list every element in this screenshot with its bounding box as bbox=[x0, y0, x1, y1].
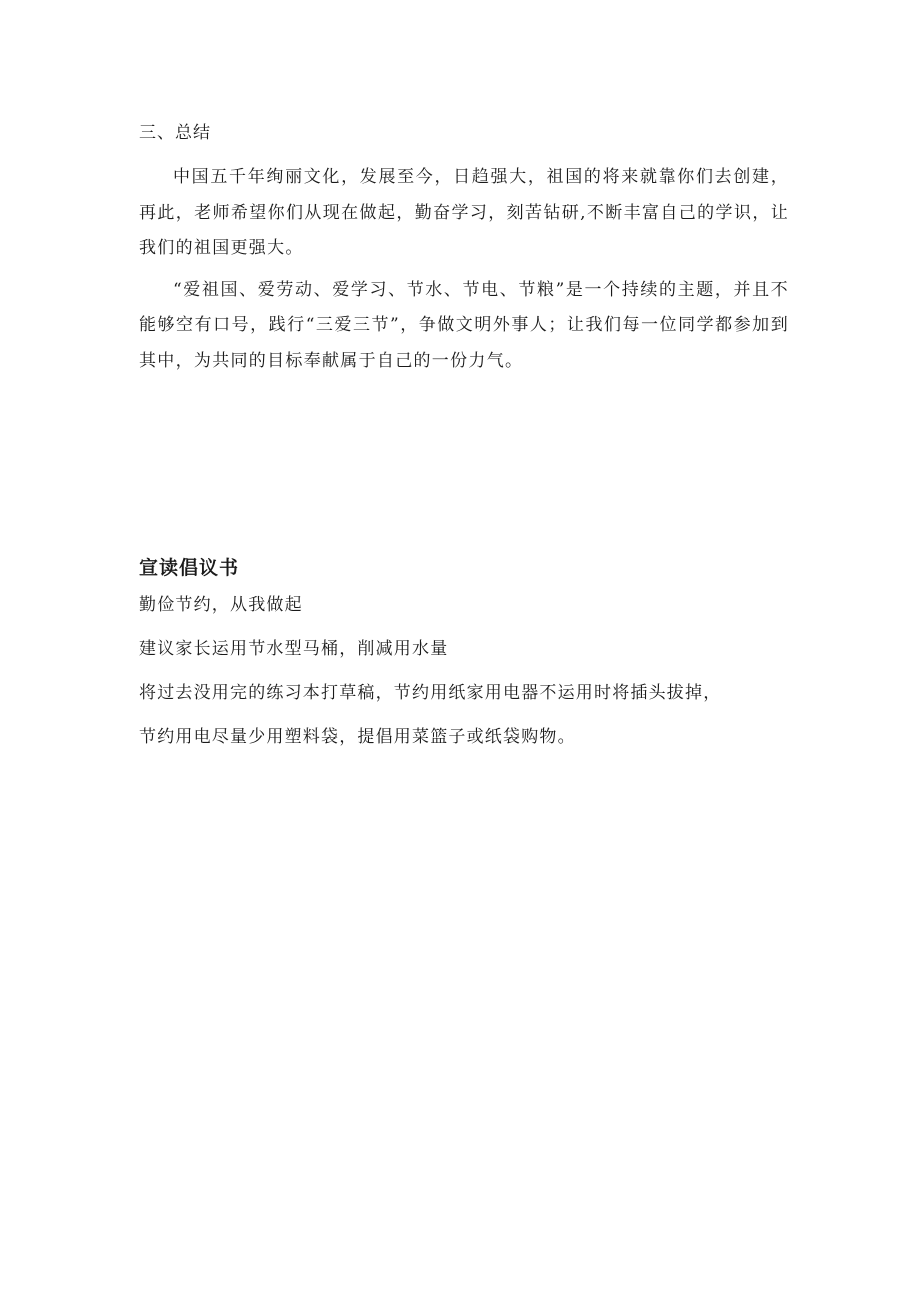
proposal-line-4: 节约用电尽量少用塑料袋，提倡用菜篮子或纸袋购物。 bbox=[139, 727, 576, 747]
proposal-section bbox=[139, 552, 789, 768]
proposal-line-3: 将过去没用完的练习本打草稿，节约用纸家用电器不运用时将插头拔掉， bbox=[139, 683, 722, 703]
proposal-line-1: 勤俭节约，从我做起 bbox=[139, 595, 303, 615]
summary-heading: 三、总结 bbox=[139, 123, 211, 143]
proposal-heading: 宣读倡议书 bbox=[139, 557, 240, 579]
summary-paragraph-1: 中国五千年绚丽文化，发展至今，日趋强大，祖国的将来就靠你们去创建，再此，老师希望你们从现在做起，勤奋学习，刻苦钻研,不断丰富自己的学识，让我们的祖国更强大。 bbox=[139, 167, 789, 258]
summary-section bbox=[139, 118, 789, 385]
proposal-line-2: 建议家长运用节水型马桶，削减用水量 bbox=[139, 639, 449, 659]
summary-paragraph-2: “爱祖国、爱劳动、爱学习、节水、节电、节粮”是一个持续的主题，并且不能够空有口号，践行“三爱三节”，争做文明外事人；让我们每一位同学都参加到其中，为共同的目标奉献属于自己的一份力气。 bbox=[139, 279, 789, 371]
